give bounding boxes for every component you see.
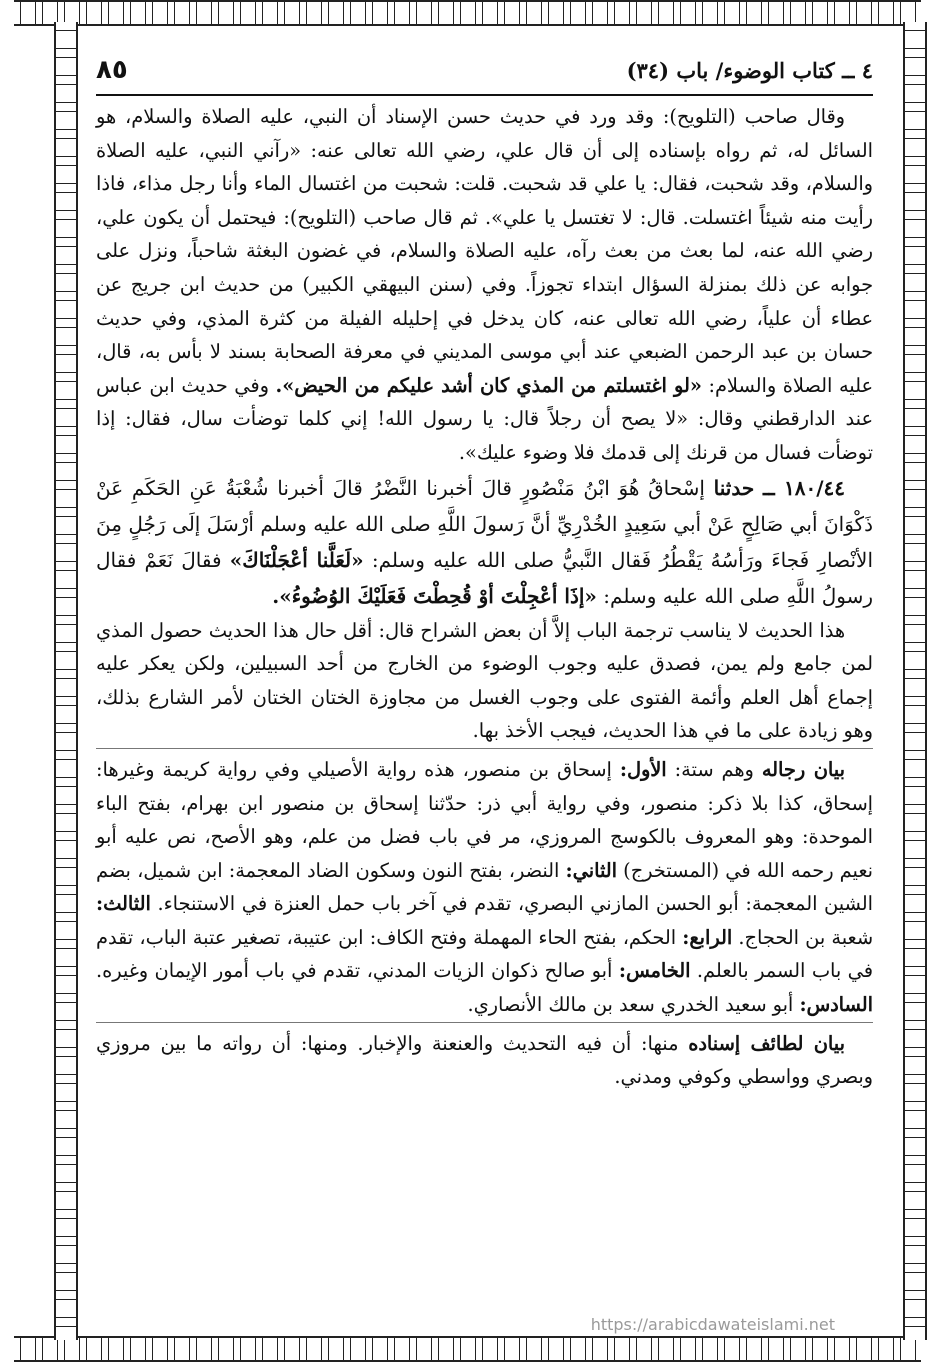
- decorative-border-bottom: [14, 1336, 921, 1362]
- decorative-border-left: [54, 22, 78, 1340]
- rijal-label-fourth: الرابع:: [682, 925, 733, 949]
- commentary-text-end: وفي حديث ابن عباس عند الدارقطني وقال: «لا يصح أن رجلاً قال: يا رسول الله! إني كلما توضأت سال، فقال: إذا توضأت فسال من قرنك إلى قدمك فلا وضوء عليك».: [96, 373, 873, 464]
- rijal-heading: بيان رجاله: [761, 757, 845, 781]
- page-content: [96, 52, 873, 1326]
- hadith-opening: حدثنا: [713, 475, 755, 500]
- rijal-text: وهم ستة:: [674, 757, 754, 781]
- rijal-label-third: الثالث:: [96, 892, 151, 916]
- page-header: [96, 52, 873, 96]
- lataif-section: [96, 1022, 873, 1094]
- hadith-answer: «إذَا أعْجِلْتَ أوْ قُحِطْتَ فَعَلَيْكَ الوُضُوءُ».: [272, 583, 597, 608]
- hadith-isnad: إسْحاقُ هُوَ ابْنُ مَنْصُورٍ قالَ أخبرنا النَّضْرُ قالَ أخبرنا شُعْبَةُ عَنِ الحَكَمِ عَنْ ذَكْوَانَ أبي صَالِحٍ عَنْ أبي سَعِيدٍ الخُدْرِيِّ أنَّ رَسولَ اللَّهِ صلى الله عليه وسلم أرْسَلَ إلَى رَجُلٍ مِنَ الأنْصارِ فَجاءَ ورَأسُهُ يَقْطُرُ فَقال النَّبيُّ صلى الله عليه وسلم:: [96, 475, 874, 572]
- page-body: [96, 100, 873, 1094]
- rijal-label-second: الثاني:: [565, 858, 618, 882]
- hadith-number: ١٨٠/٤٤ ــ: [762, 475, 846, 500]
- rijal-label-sixth: السادس:: [799, 993, 873, 1017]
- decorative-border-top: [14, 0, 921, 26]
- watermark-url: https://arabicdawateislami.net: [590, 1315, 835, 1334]
- hadith-text: [96, 470, 873, 614]
- lataif-heading: بيان لطائف إسناده: [688, 1031, 845, 1055]
- rijal-text: إسحاق بن منصور، هذه رواية الأصيلي وفي رواية كريمة وغيرها: إسحاق، كذا بلا ذكر: منصور، وفي رواية أبي ذر: حدّثنا إسحاق بن منصور ابن بهرام، بفتح الباء الموحدة: وهو المعروف بالكوسج المروزي، مر في باب فضل من علم، وهو الأصح، نص عليه أبو نعيم رحمه الله في (المستخرج): [96, 757, 873, 882]
- rijal-text: النضر، بفتح النون وسكون الضاد المعجمة: ابن شميل، بضم الشين المعجمة: أبو الحسن المازني البصري، تقدم في آخر باب حمل العنزة في الاستنجاء.: [96, 858, 873, 916]
- rijal-text: أبو صالح ذكوان الزيات المدني، تقدم في باب أمور الإيمان وغيره.: [96, 959, 613, 983]
- rijal-text: شعبة بن الحجاج.: [738, 925, 873, 949]
- rijal-label-first: الأول:: [619, 757, 667, 781]
- decorative-border-right: [903, 22, 927, 1340]
- commentary-paragraph-2: هذا الحديث لا يناسب ترجمة الباب إلاَّ أن بعض الشراح قال: أقل حال هذا الحديث حصول المذي لمن جامع ولم يمن، فصدق عليه وجوب الوضوء من الخارج من أحد السبيلين، ولكن يعكر عليه إجماع أهل العلم وأئمة الفتوى على وجوب الغسل من مجاوزة الختان الختان لأمر الشارع بذلك، وهو زيادة على ما في هذا الحديث، فيجب الأخذ بها.: [96, 618, 873, 743]
- hadith-question: «لَعَلَّنا أعْجَلْنَاكَ»: [229, 547, 364, 572]
- rijal-text: الحكم، بفتح الحاء المهملة وفتح الكاف: ابن عتيبة، تصغير عتبة الباب، تقدم في باب السمر بالعلم.: [96, 925, 873, 983]
- page-number: ٨٥: [96, 55, 128, 85]
- commentary-paragraph-1: [96, 100, 873, 470]
- rijal-section: [96, 748, 873, 1022]
- lataif-text: منها: أن فيه التحديث والعنعنة والإخبار. ومنها: أن رواته ما بين مروزي وبصري وواسطي وكوفي ومدني.: [96, 1031, 873, 1089]
- hadith-middle: فقالَ نَعَمْ فقال رسولُ اللَّهِ صلى الله عليه وسلم:: [96, 547, 873, 608]
- rijal-label-fifth: الخامس:: [618, 959, 691, 983]
- running-title: ٤ ــ كتاب الوضوء/ باب (٣٤): [626, 57, 873, 83]
- quoted-hadith-bold: «لو اغتسلتم من المذي كان أشد عليكم من الحيض».: [275, 373, 702, 397]
- rijal-text: أبو سعيد الخدري سعد بن مالك الأنصاري.: [467, 993, 794, 1017]
- commentary-text: وقال صاحب (التلويح): وقد ورد في حديث حسن الإسناد أن النبي، عليه الصلاة والسلام، هو السائل له، ثم رواه بإسناده إلى أن قال علي، رضي الله تعالى عنه: «رآني النبي، عليه الصلاة والسلام، وقد شحبت، فقال: يا علي قد شحبت. قلت: شحبت من اغتسال الماء وأنا رجل مذاء، فاذا رأيت منه شيئاً اغتسلت. قال: لا تغتسل يا علي». ثم قال صاحب (التلويح): فيحتمل أن يكون علي، رضي الله عنه، لما بعث من بعث رآه، عليه الصلاة والسلام، في غضون البغثة شاحباً، ونزل على جوابه عن ذلك بمنزلة السؤال ابتداء تجوزاً. وفي (سنن البيهقي الكبير) من حديث ابن جريج عن عطاء أن علياً، رضي الله تعالى عنه، كان يدخل في إحليله الفيلة من كثرة المذي، وفي حديث حسان بن عبد الرحمن الضبعي عند أبي موسى المديني في معرفة الصحابة بسند لا بأس به، قال، عليه الصلاة والسلام:: [96, 105, 873, 397]
